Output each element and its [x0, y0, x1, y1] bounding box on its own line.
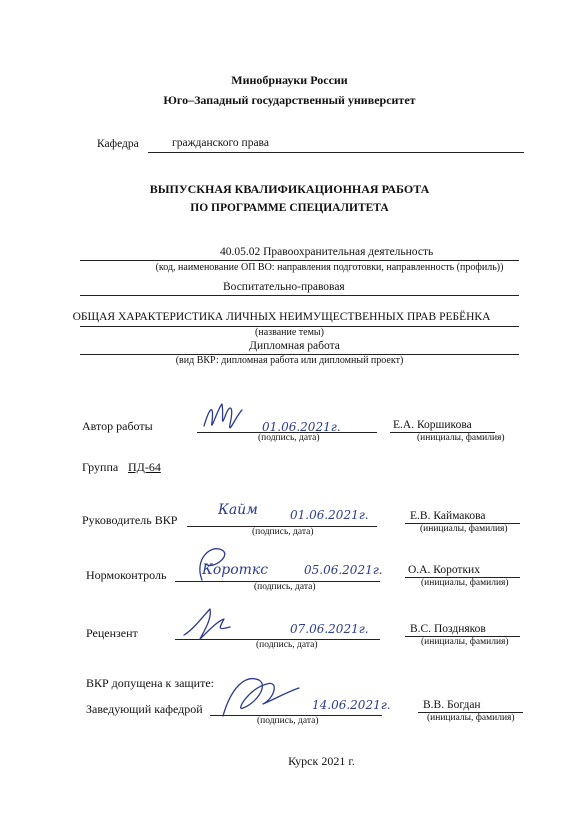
reviewer-name-caption: (инициалы, фамилия) — [421, 637, 509, 647]
normcontrol-name: О.А. Коротких — [408, 564, 480, 576]
work-title-line2: ПО ПРОГРАММЕ СПЕЦИАЛИТЕТА — [190, 202, 389, 214]
normcontrol-signature: Короткс — [202, 562, 269, 578]
group-label: Группа — [82, 460, 119, 474]
head-of-department-label: Заведующий кафедрой — [86, 702, 203, 716]
author-sign-date: 01.06.2021г. — [262, 420, 341, 434]
reviewer-name: В.С. Поздняков — [410, 623, 486, 635]
reviewer-signature — [180, 605, 250, 645]
author-signature — [200, 396, 250, 446]
ministry-heading: Минобрнауки России — [231, 73, 348, 87]
author-label: Автор работы — [82, 419, 153, 433]
admission-label: ВКР допущена к защите: — [86, 676, 214, 690]
author-name-caption: (инициалы, фамилия) — [417, 433, 505, 443]
university-heading: Юго–Западный государственный университет — [163, 93, 416, 107]
supervisor-name-caption: (инициалы, фамилия) — [420, 524, 508, 534]
topic-value: ОБЩАЯ ХАРАКТЕРИСТИКА ЛИЧНЫХ НЕИМУЩЕСТВЕННЫХ ПРАВ РЕБЁНКА — [72, 311, 491, 323]
supervisor-name: Е.В. Каймакова — [410, 510, 486, 522]
program-line — [80, 260, 519, 261]
reviewer-sign-caption: (подпись, дата) — [256, 640, 318, 650]
topic-caption: (название темы) — [255, 327, 324, 338]
admission-sign-caption: (подпись, дата) — [257, 716, 319, 726]
reviewer-label: Рецензент — [86, 626, 138, 640]
supervisor-signature: Кайм — [218, 502, 258, 518]
specialization-line — [80, 295, 519, 296]
work-title-line1: ВЫПУСКНАЯ КВАЛИФИКАЦИОННАЯ РАБОТА — [149, 182, 430, 196]
author-name: Е.А. Коршикова — [393, 419, 472, 431]
work-type-caption: (вид ВКР: дипломная работа или дипломный проект) — [175, 355, 404, 366]
department-value: гражданского права — [172, 137, 269, 149]
normcontrol-label: Нормоконтроль — [86, 568, 167, 582]
admission-sign-date: 14.06.2021г. — [312, 698, 391, 712]
work-type-value: Дипломная работа — [249, 340, 340, 352]
reviewer-sign-date: 07.06.2021г. — [290, 622, 369, 636]
normcontrol-name-caption: (инициалы, фамилия) — [421, 578, 509, 588]
supervisor-sign-date: 01.06.2021г. — [290, 508, 369, 522]
department-label: Кафедра — [97, 138, 139, 150]
normcontrol-sign-caption: (подпись, дата) — [254, 582, 316, 592]
program-value: 40.05.02 Правоохранительная деятельность — [220, 246, 434, 258]
author-sign-caption: (подпись, дата) — [258, 433, 320, 443]
supervisor-sign-caption: (подпись, дата) — [252, 527, 314, 537]
city-year: Курск 2021 г. — [288, 754, 355, 768]
normcontrol-sign-date: 05.06.2021г. — [304, 563, 383, 577]
supervisor-label: Руководитель ВКР — [82, 513, 178, 527]
program-caption: (код, наименование ОП ВО: направления подготовки, направленность (профиль)) — [155, 262, 504, 273]
group-value: ПД-64 — [128, 460, 161, 474]
department-line — [148, 152, 524, 153]
head-name-caption: (инициалы, фамилия) — [427, 713, 515, 723]
specialization-value: Воспитательно-правовая — [223, 281, 345, 293]
head-of-department-name: В.В. Богдан — [423, 699, 481, 711]
